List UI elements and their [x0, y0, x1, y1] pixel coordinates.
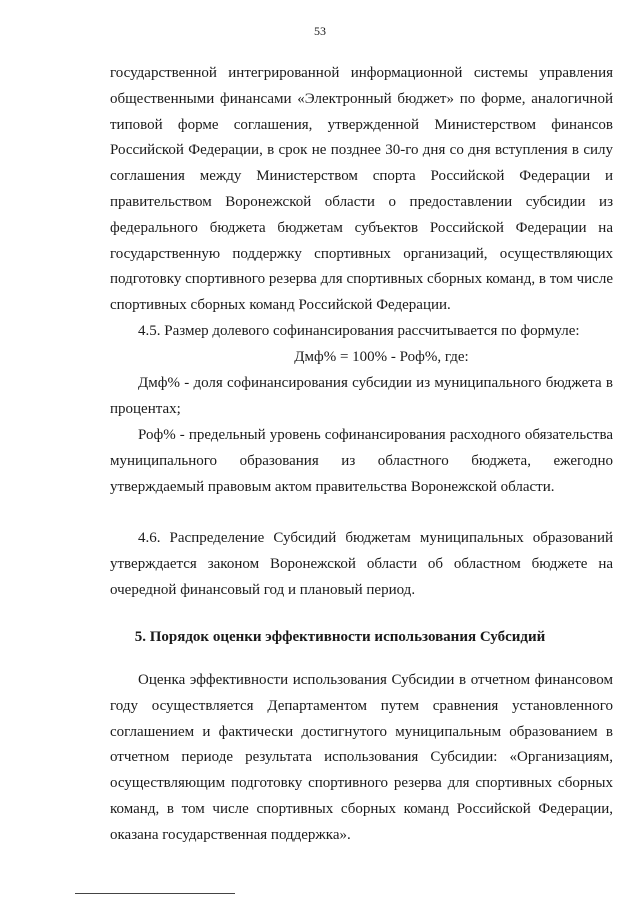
paragraph-section-5: Оценка эффективности использования Субсидии в отчетном финансовом году осуществляется Департаментом путем сравнения установленного соглашением и фактически достигнутого муниципальным образованием в отчетном периоде результата использования Субсидии: «Организациям, осуществляющим подготовку спортивного резерва для спортивных сборных команд, в том числе спортивных сборных команд Российской Федерации, оказана государственная поддержка».: [110, 672, 613, 843]
footnote-divider: [75, 893, 235, 894]
paragraph-rof-definition: Роф% - предельный уровень софинансирования расходного обязательства муниципального образования из областного бюджета, ежегодно утверждаемый правовым актом правительства Воронежской области.: [110, 427, 613, 495]
page-number: 53: [314, 24, 326, 38]
paragraph-4-6: 4.6. Распределение Субсидий бюджетам муниципальных образований утверждается законом Воронежской области об областном бюджете на очередной финансовый год и плановый период.: [110, 530, 613, 598]
paragraph-continuation: государственной интегрированной информационной системы управления общественными финансами «Электронный бюджет» по форме, аналогичной типовой форме соглашения, утвержденной Министерством финансов Российской Федерации, в срок не позднее 30-го дня со дня вступления в силу соглашения между Министерством спорта Российской Федерации и правительством Воронежской области о предоставлении субсидии из федерального бюджета бюджетам субъектов Российской Федерации на государственную поддержку спортивных организаций, осуществляющих подготовку спортивного резерва для спортивных сборных команд, в том числе спортивных сборных команд Российской Федерации.: [110, 65, 613, 314]
paragraph-4-5: 4.5. Размер долевого софинансирования рассчитывается по формуле:: [138, 323, 580, 339]
paragraph-dmf-definition: Дмф% - доля софинансирования субсидии из муниципального бюджета в процентах;: [110, 375, 613, 417]
section-heading: 5. Порядок оценки эффективности использования Субсидий: [134, 629, 546, 645]
formula: Дмф% = 100% - Роф%, где:: [294, 349, 469, 365]
